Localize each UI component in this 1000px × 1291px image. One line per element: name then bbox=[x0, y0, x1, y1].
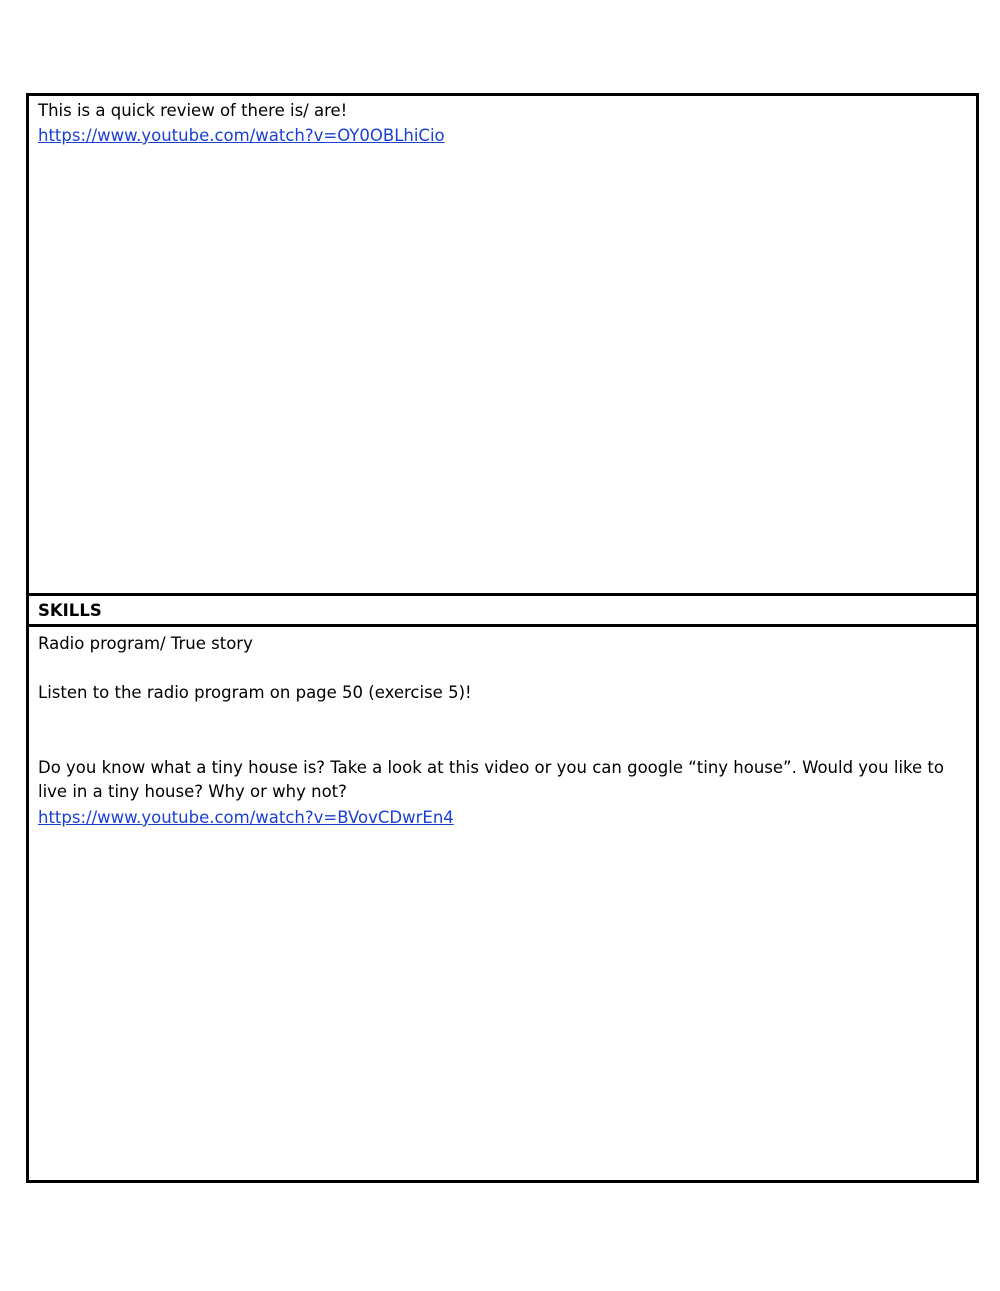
radio-program-title: Radio program/ True story bbox=[38, 634, 253, 653]
tiny-house-question: Do you know what a tiny house is? Take a look at this video or you can google “tiny house”. Would you like to live in a tiny house? Why or why not? bbox=[38, 758, 944, 801]
radio-program-instruction: Listen to the radio program on page 50 (exercise 5)! bbox=[38, 683, 472, 702]
review-video-link[interactable]: https://www.youtube.com/watch?v=OY0OBLhiCio bbox=[38, 126, 445, 145]
review-intro-text: This is a quick review of there is/ are! bbox=[38, 101, 348, 120]
tiny-house-video-link[interactable]: https://www.youtube.com/watch?v=BVovCDwrEn4 bbox=[38, 808, 454, 827]
review-cell bbox=[29, 96, 976, 596]
worksheet-table bbox=[26, 93, 979, 1183]
radio-program-cell bbox=[29, 627, 976, 1180]
skills-heading-cell bbox=[29, 596, 976, 627]
skills-heading: SKILLS bbox=[38, 601, 102, 620]
